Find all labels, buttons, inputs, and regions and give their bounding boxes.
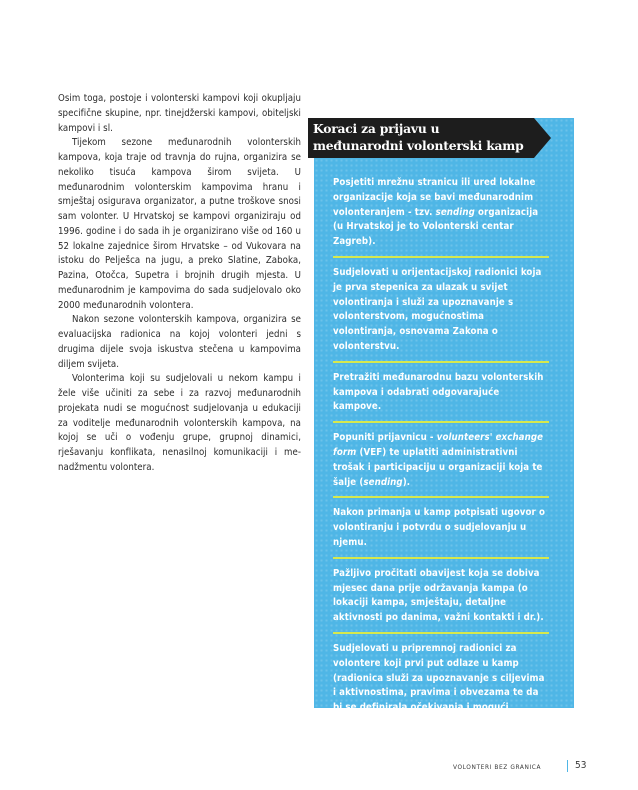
- title-arrow-shape: [534, 118, 551, 158]
- step-search-database: Pretražiti međunarodnu bazu volonterskih kampova i odabrati odgovarajuće kampove.: [333, 371, 549, 423]
- footer-divider: [567, 760, 568, 772]
- step-visit-organization: Posjetiti mrežnu stranicu ili ured lokalne organizacije koja se bavi međunarodnim volonteranjem - tzv. sending organizacija (u Hrvatskoj je to Volonterski centar Zagreb).: [333, 176, 549, 258]
- footer-running-title: VOLONTERI BEZ GRANICA: [453, 763, 542, 771]
- paragraph-camp-season: Tijekom sezone međunarodnih volonterskih kampova, koja traje od travnja do rujna, organizira se nekoliko tisuća kampova širom svijeta. U međunarodnim volonterskim kampovima hranu i smještaj osigurava organizator, a putne troškove snosi sam volonter. U Hrvatskoj se kampovi organiziraju od 1996. godine i do sada ih je organizirano više od 160 u 52 lokalne zajednice širom Hrvatske – od Vukovara na istoku do Pelješca na jugu, a preko Slatine, Zaboka, Pazina, Otočca, Supetra i brojnih drugih mjesta. U međunarodnim je kampovima do sada sudjelovalo oko 2000 međunarodnih volontera.: [58, 137, 301, 311]
- paragraph-leader-education: Volonterima koji su sudjelovali u nekom kampu i žele više učiniti za sebe i za razvoj međunarodnih projekata nudi se mogućnost sudjelovanja u edukaciji za voditelje međunarodnih volonterskih kampova, na kojoj se uči o vođenju grupe, grupnoj dinamici, rješavanju konflikata, nenasilnoj komunikaciji i menadžmentu volontera.: [58, 373, 301, 473]
- panel-title: Koraci za prijavu u međunarodni volonterski kamp: [308, 118, 534, 158]
- paragraph-evaluation-workshop: Nakon sezone volonterskih kampova, organizira se evaluacijska radionica na kojoj volonteri jedni s drugima dijele svoja iskustva stečena u kampovima diljem svijeta.: [58, 314, 301, 370]
- body-column: [58, 92, 301, 476]
- steps-list: [333, 176, 549, 745]
- step-preparation-workshop: Sudjelovati u pripremnoj radionici za volontere koji prvi put odlaze u kamp (radionica služi za upoznavanje s ciljevima i aktivnostima, pravima i obvezama te da bi se definirala očekivanja i mogući izazovi).: [333, 642, 545, 728]
- page-number: 53: [575, 760, 587, 771]
- step-read-notice: Pažljivo pročitati obavijest koja se dobiva mjesec dana prije održavanja kampa (o lokaciji kampa, smještaju, detaljne aktivnosti po danima, važni kontakti i dr.).: [333, 567, 549, 634]
- paragraph-special-camps: Osim toga, postoje i volonterski kampovi koji okupljaju specifične skupine, npr. tinejdžerski kampovi, obiteljski kampovi i sl.: [58, 93, 301, 134]
- step-orientation-workshop: Sudjelovati u orijentacijskoj radionici koja je prva stepenica za ulazak u svijet volontiranja i služi za upoznavanje s volonterstvom, mogućnostima volontiranja, osnovama Zakona o volonterstvu.: [333, 266, 549, 363]
- step-sign-agreement: Nakon primanja u kamp potpisati ugovor o volontiranju i potvrdu o sudjelovanju u njemu.: [333, 506, 549, 558]
- step-application-form: Popuniti prijavnicu - volunteers' exchange form (VEF) te uplatiti administrativni trošak i participaciju u organizaciji koja te šalje (sending).: [333, 431, 549, 498]
